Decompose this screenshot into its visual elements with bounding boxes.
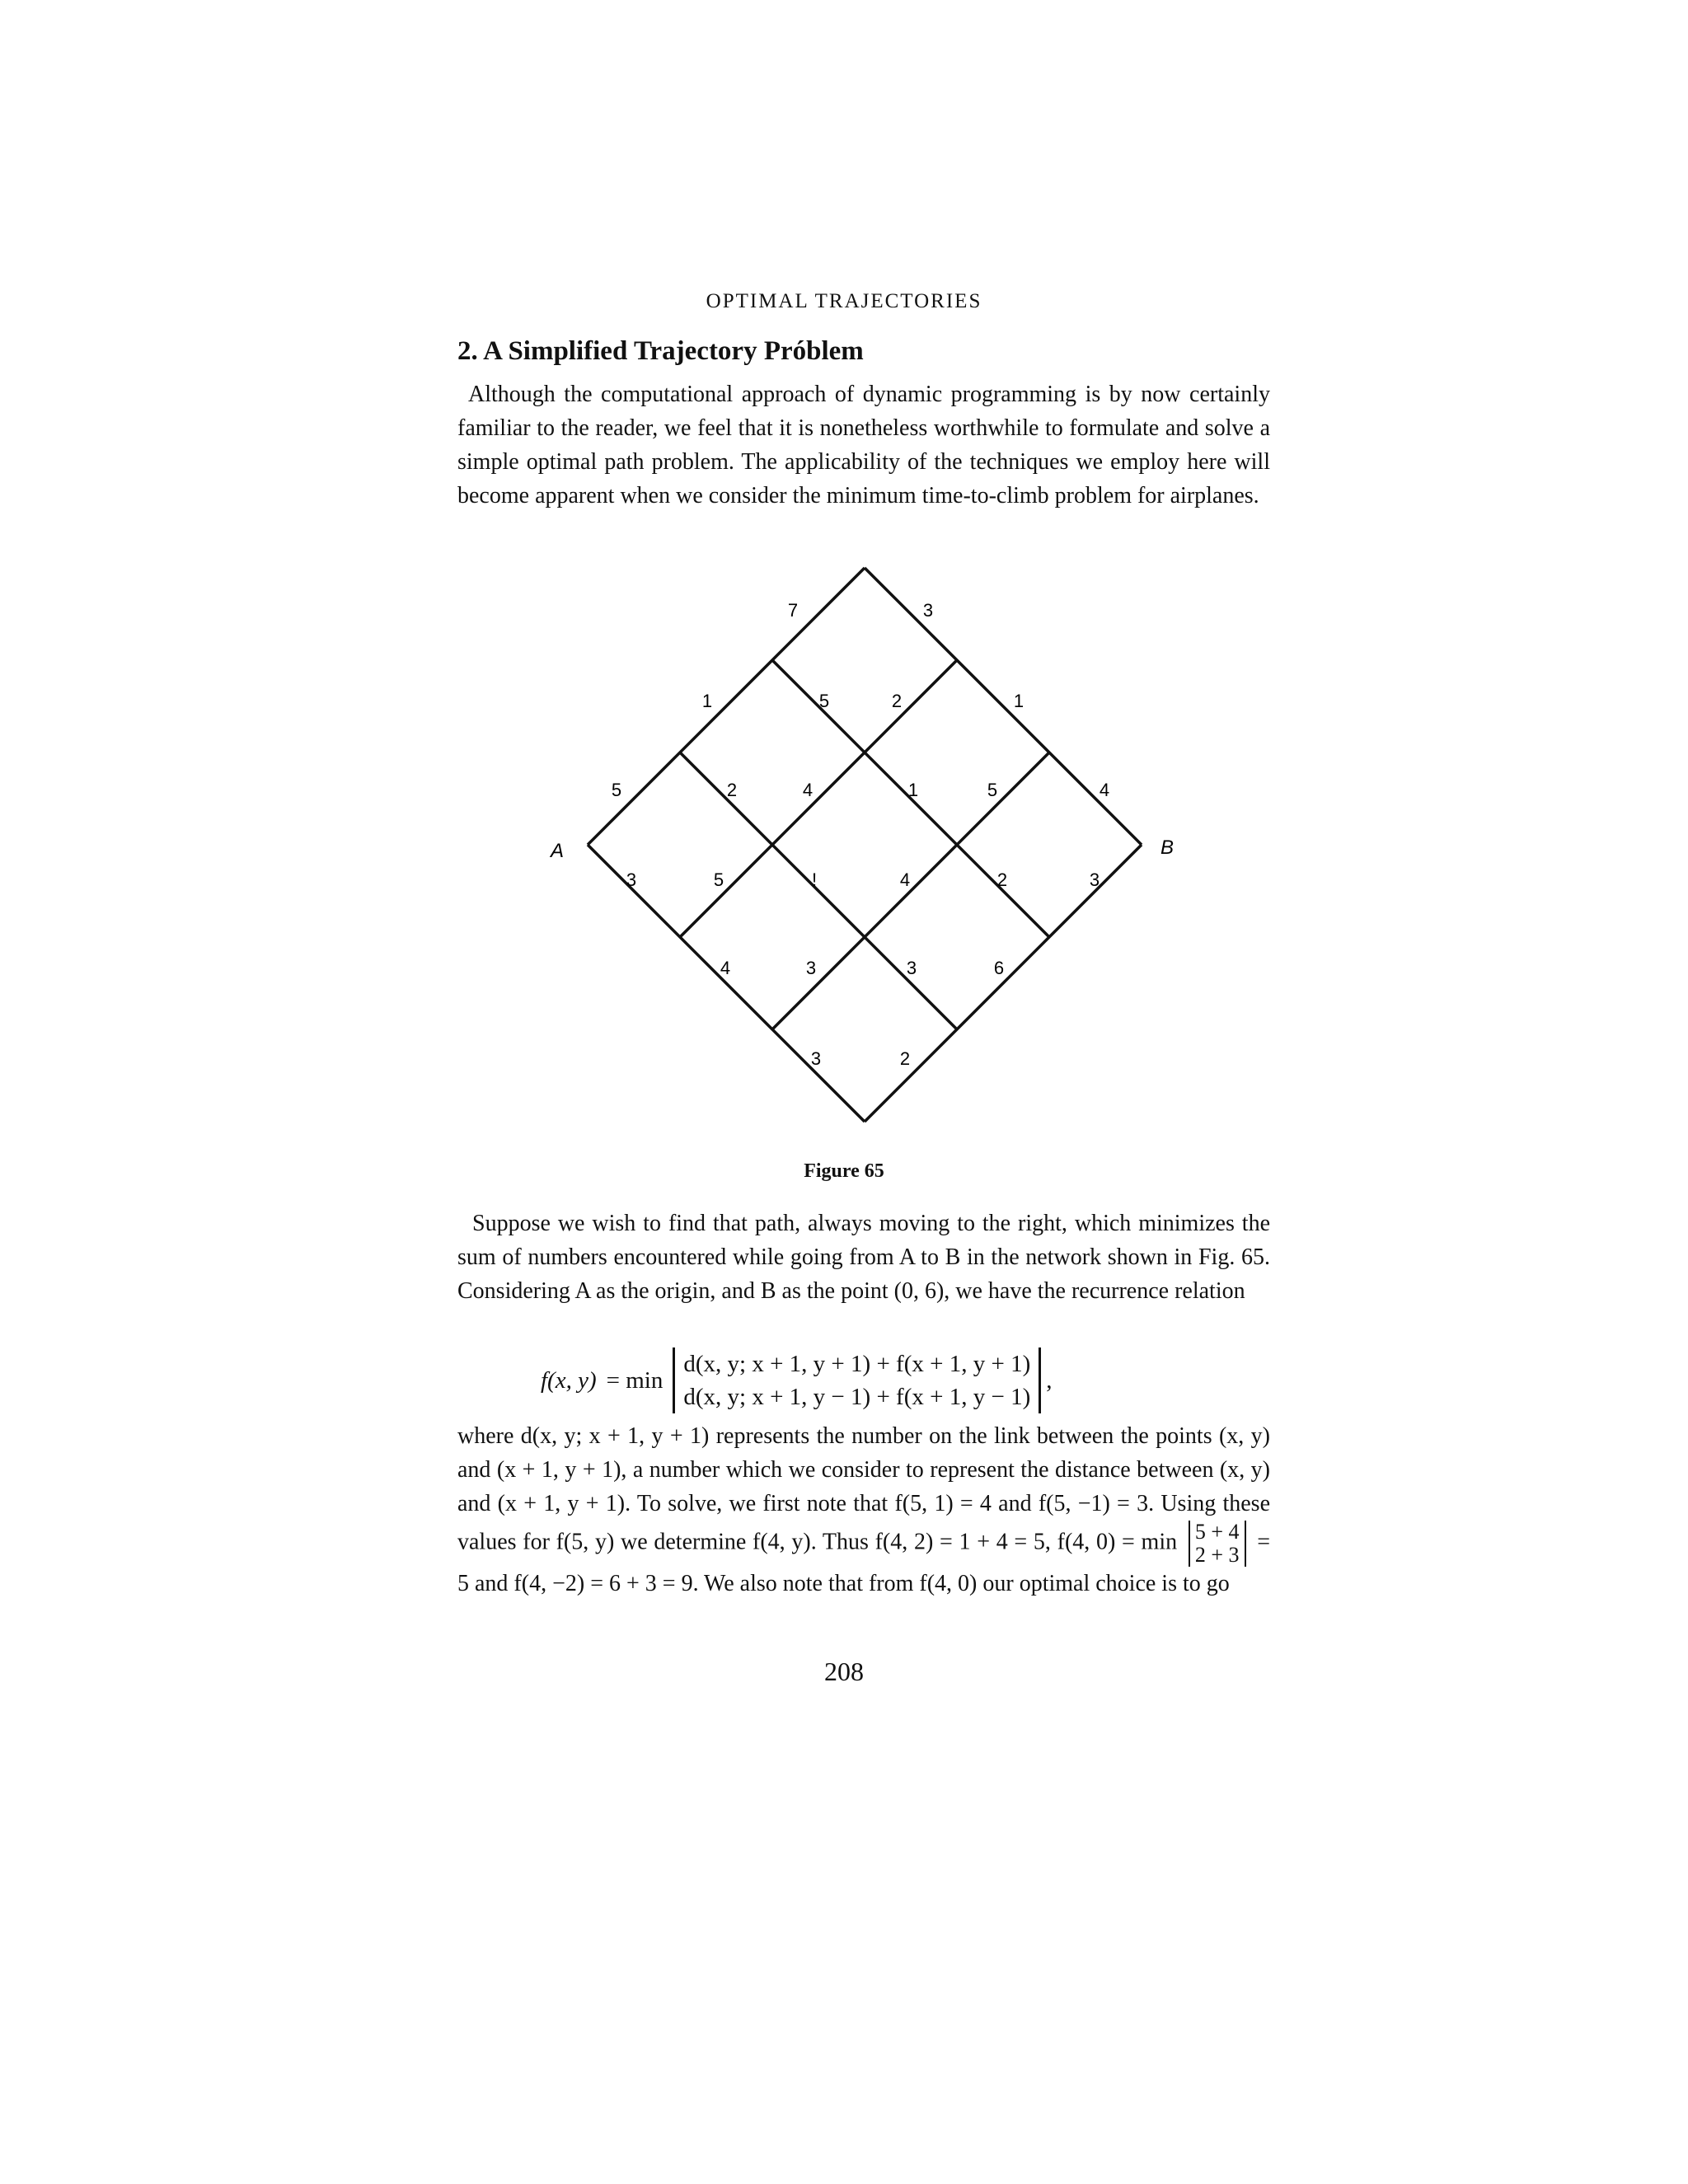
edge-weight-label: 3	[805, 958, 817, 978]
edge-weight-label: 3	[626, 869, 637, 890]
edge-weight-label: 7	[787, 600, 799, 621]
edge-weight-label: 2	[891, 691, 903, 711]
edge-weight-label: 3	[1089, 869, 1100, 890]
problem-paragraph: Suppose we wish to find that path, always moving to the right, which minimizes the sum of numbers encountered while going from A to B in the network shown in Fig. 65. Considering A as the origin, and B as the point (0, 6), we have the recurrence relation	[457, 1211, 1270, 1304]
edge-weight-label: 2	[899, 1048, 911, 1069]
section-heading: 2. A Simplified Trajectory Próblem	[457, 336, 864, 366]
edge-weight-label: 3	[906, 958, 917, 978]
equation-bracket	[673, 1347, 1041, 1413]
intro-paragraph: Although the computational approach of dynamic programming is by now certainly familiar to the reader, we feel that it is nonetheless worthwhile to formulate and solve a simple optimal path problem. The applicability of the techniques we employ here will become apparent when we consider the minimum time-to-climb problem for airplanes.	[457, 382, 1270, 509]
edge-weight-label: 1	[701, 691, 713, 711]
edge-weight-label: 5	[987, 780, 998, 800]
equation-row-2: d(x, y; x + 1, y − 1) + f(x + 1, y − 1)	[683, 1384, 1031, 1410]
edge-weight-label: 3	[810, 1048, 822, 1069]
inline-min-bracket	[1189, 1521, 1246, 1567]
edge-weight-label: 3	[922, 600, 934, 621]
figure-caption: Figure 65	[804, 1160, 884, 1182]
edge-weight-label: 1	[907, 780, 919, 800]
inline-bracket-bottom: 2 + 3	[1194, 1543, 1240, 1567]
equation-lhs: f(x, y)	[541, 1366, 597, 1394]
running-head: OPTIMAL TRAJECTORIES	[706, 290, 982, 312]
equation-row-1: d(x, y; x + 1, y + 1) + f(x + 1, y + 1)	[683, 1351, 1031, 1377]
edge-weight-label: 5	[713, 869, 724, 890]
edge-weight-label: 1	[1013, 691, 1025, 711]
edge-weight-label: 5	[611, 780, 622, 800]
solution-text-b: = 5 and f(4, −2) = 6 + 3 = 9. We also note that from f(4, 0) our optimal choice is to go	[457, 1529, 1271, 1596]
inline-bracket-top: 5 + 4	[1194, 1520, 1240, 1544]
node-label-b: B	[1160, 837, 1175, 859]
solution-text-a: where d(x, y; x + 1, y + 1) represents the number on the link between the points (x, y) and (x + 1, y + 1), a number which we consider to represent the distance between (x, y) and (x + 1, y + 1). To solve, we first note that f(5, 1) = 4 and f(5, −1) = 3. Using these values for f(5, y) we determine f(4, y). Thus f(4, 2) = 1 + 4 = 5, f(4, 0) = min	[457, 1423, 1270, 1555]
page-number: 208	[824, 1657, 864, 1686]
edge-weight-label: 4	[802, 780, 814, 800]
edge-weight-label: 4	[899, 869, 911, 890]
edge-weight-label: 2	[726, 780, 738, 800]
network-link	[865, 568, 1142, 845]
edge-weight-label: 5	[818, 691, 830, 711]
node-label-a: A	[551, 840, 565, 862]
solution-paragraph	[457, 1419, 1270, 1601]
edge-weight-label: 4	[720, 958, 731, 978]
edge-weight-label: 4	[1099, 780, 1110, 800]
edge-weight-label: 6	[993, 958, 1005, 978]
edge-weight-label: !	[811, 869, 818, 890]
recurrence-equation	[541, 1343, 1052, 1418]
equation-comma: ,	[1046, 1366, 1053, 1394]
edge-weight-label: 2	[996, 869, 1008, 890]
equation-operator: = min	[606, 1366, 663, 1394]
